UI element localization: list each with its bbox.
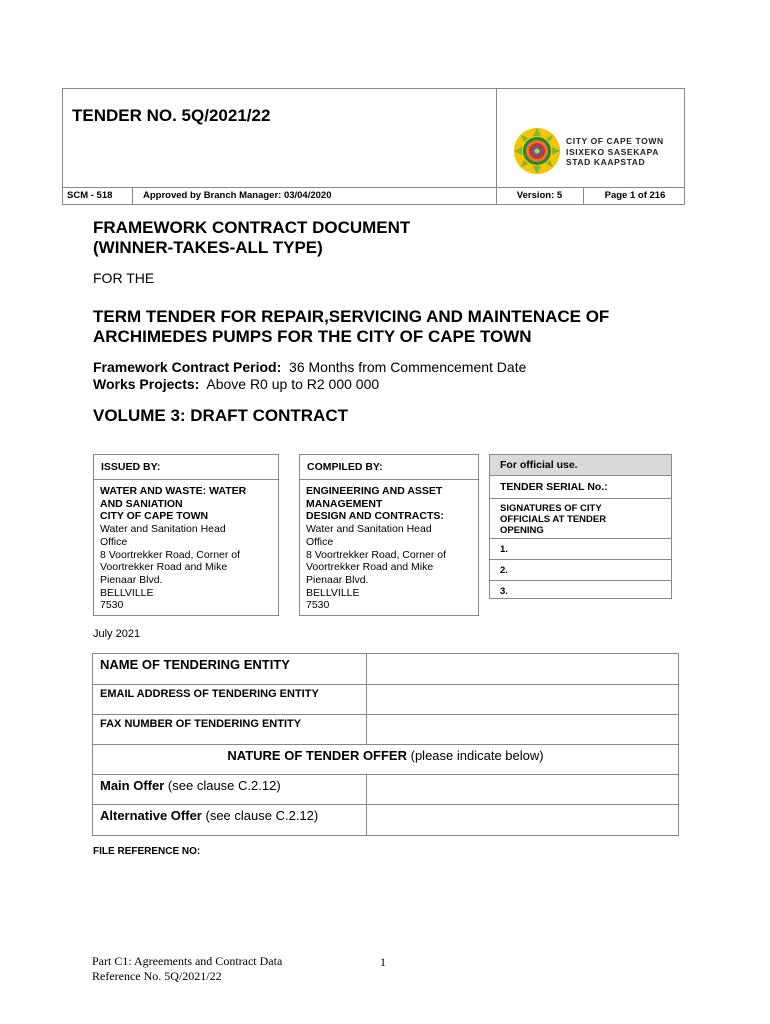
logo-line: CITY OF CAPE TOWN (566, 136, 664, 146)
address-line: Office (306, 535, 334, 548)
issued-by-box (93, 454, 279, 616)
email-address-field[interactable] (367, 685, 678, 714)
signatures-line: SIGNATURES OF CITY (500, 503, 602, 514)
footer-line: Part C1: Agreements and Contract Data (92, 954, 283, 968)
issuer-line: AND SANIATION (100, 497, 183, 510)
address-line: Voortrekker Road and Mike (100, 561, 228, 574)
title-line: (WINNER-TAKES-ALL TYPE) (93, 238, 323, 257)
table-row (93, 715, 678, 745)
approval-note: Approved by Branch Manager: 03/04/2020 (143, 190, 332, 201)
works-value: Above R0 up to R2 000 000 (206, 376, 380, 392)
issued-by-body (94, 480, 278, 612)
issued-by-heading: ISSUED BY: (94, 455, 278, 480)
address-line: Water and Sanitation Head (100, 523, 226, 536)
document-title (93, 218, 410, 258)
official-use-box (489, 454, 672, 599)
contract-period (93, 359, 526, 393)
address-line: Pienaar Blvd. (100, 573, 163, 586)
file-reference-label: FILE REFERENCE NO: (93, 846, 201, 857)
alternative-offer-field[interactable] (367, 805, 678, 835)
title-line: FRAMEWORK CONTRACT DOCUMENT (93, 218, 411, 237)
address-line: Water and Sanitation Head (306, 523, 432, 536)
compiled-by-heading: COMPILED BY: (300, 455, 478, 480)
address-line: 7530 (100, 599, 124, 612)
address-line: Voortrekker Road and Mike (306, 561, 434, 574)
signature-slot-1: 1. (490, 539, 671, 560)
tendering-entity-table (92, 653, 679, 836)
volume-title: VOLUME 3: DRAFT CONTRACT (93, 406, 348, 425)
logo-text (566, 136, 664, 168)
main-offer-label (93, 775, 367, 804)
document-date: July 2021 (93, 628, 141, 640)
description-line: TERM TENDER FOR REPAIR,SERVICING AND MAINTENACE OF (93, 307, 610, 326)
compiler-line: MANAGEMENT (306, 497, 383, 510)
logo-line: ISIXEKO SASEKAPA (566, 146, 660, 157)
table-row (93, 775, 678, 805)
period-label: Framework Contract Period: (93, 359, 282, 375)
nature-of-offer-label: NATURE OF TENDER OFFER (227, 748, 407, 763)
tender-number: TENDER NO. 5Q/2021/22 (72, 106, 271, 125)
alternative-offer-label (93, 805, 367, 835)
period-row (93, 359, 526, 376)
city-logo (512, 126, 684, 176)
entity-name-label: NAME OF TENDERING ENTITY (93, 654, 367, 684)
signatures-heading (490, 499, 671, 539)
issuer-line: CITY OF CAPE TOWN (100, 510, 209, 523)
address-line: Pienaar Blvd. (306, 573, 369, 586)
alternative-offer-title: Alternative Offer (100, 808, 202, 823)
signatures-line: OPENING (500, 525, 544, 536)
page-footer (92, 954, 282, 984)
compiler-line: ENGINEERING AND ASSET (306, 485, 443, 497)
page-number: 1 (380, 955, 386, 969)
fax-number-field[interactable] (367, 715, 678, 744)
compiler-line: DESIGN AND CONTRACTS: (306, 510, 444, 523)
main-offer-note: (see clause C.2.12) (167, 778, 281, 793)
for-the-label: FOR THE (93, 270, 155, 286)
table-row (93, 805, 678, 835)
address-line: BELLVILLE (100, 586, 154, 599)
description-line: ARCHIMEDES PUMPS FOR THE CITY OF CAPE TOWN (93, 327, 532, 346)
table-row (93, 654, 678, 685)
table-row (93, 685, 678, 715)
tender-description (93, 307, 693, 347)
main-offer-title: Main Offer (100, 778, 165, 793)
issuer-line: WATER AND WASTE: WATER (100, 485, 247, 497)
official-use-heading: For official use. (490, 455, 671, 476)
alternative-offer-note: (see clause C.2.12) (205, 808, 319, 823)
entity-name-field[interactable] (367, 654, 678, 684)
logo-line: STAD KAAPSTAD (566, 157, 646, 167)
scm-code: SCM - 518 (63, 187, 133, 205)
works-label: Works Projects: (93, 376, 200, 392)
signature-slot-3: 3. (500, 586, 508, 597)
compiled-by-box (299, 454, 479, 616)
address-line: BELLVILLE (306, 586, 360, 599)
fax-number-label: FAX NUMBER OF TENDERING ENTITY (93, 715, 367, 744)
address-line: 8 Voortrekker Road, Corner of (306, 548, 447, 561)
signatures-line: OFFICIALS AT TENDER (500, 514, 607, 525)
address-line: 8 Voortrekker Road, Corner of (100, 548, 241, 561)
works-row (93, 376, 526, 393)
footer-line: Reference No. 5Q/2021/22 (92, 969, 222, 983)
compiled-by-body (300, 480, 478, 612)
signature-slot-2: 2. (490, 560, 671, 581)
document-header (62, 88, 685, 205)
tender-serial-field: TENDER SERIAL No.: (490, 476, 671, 499)
nature-of-offer-note: (please indicate below) (410, 748, 544, 763)
main-offer-field[interactable] (367, 775, 678, 804)
page-count: Page 1 of 216 (604, 190, 666, 201)
email-address-label: EMAIL ADDRESS OF TENDERING ENTITY (93, 685, 367, 714)
address-line: Office (100, 535, 128, 548)
address-line: 7530 (306, 599, 330, 612)
nature-of-offer-row (93, 745, 678, 775)
version-label: Version: 5 (496, 187, 584, 205)
period-value: 36 Months from Commencement Date (289, 359, 527, 375)
city-emblem-icon (512, 126, 562, 176)
